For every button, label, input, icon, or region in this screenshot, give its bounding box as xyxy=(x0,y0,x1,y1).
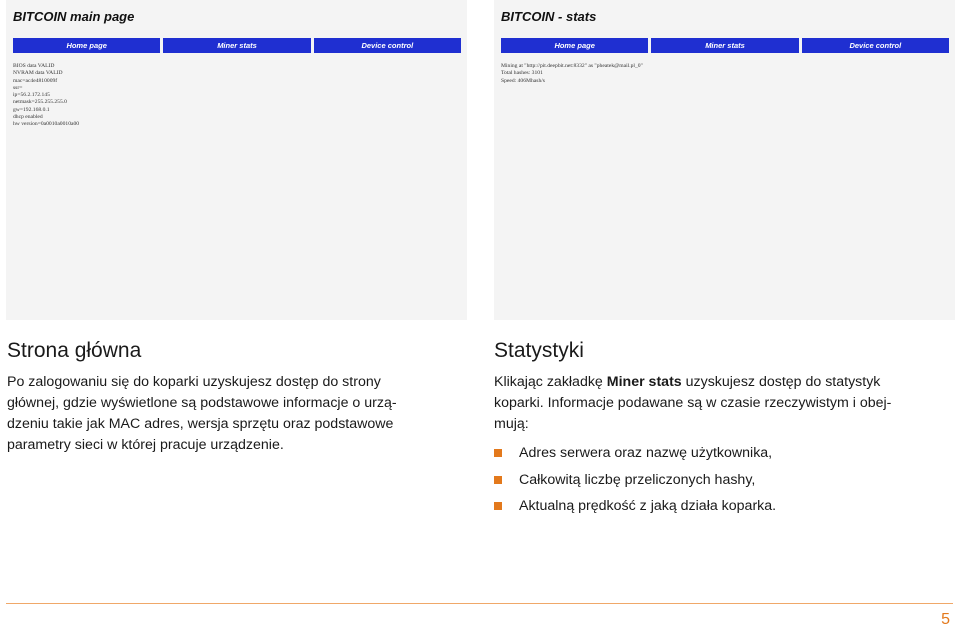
screenshot-title: BITCOIN main page xyxy=(13,9,135,24)
nav-miner-stats[interactable]: Miner stats xyxy=(651,38,798,53)
info-line: ip=56.2.172.145 xyxy=(13,92,50,99)
square-bullet-icon xyxy=(494,476,502,484)
main-page-heading: Strona główna xyxy=(7,339,142,362)
nav-device-control[interactable]: Device control xyxy=(802,38,949,53)
info-line: Total hashes: 3101 xyxy=(501,70,543,77)
info-line: Mining at "http://pit.deepbit.net:8332" as "pheatek@mail.pl_0" xyxy=(501,63,643,69)
stats-page-screenshot xyxy=(494,0,955,320)
info-line: mac=ac4e4810009f xyxy=(13,77,58,84)
miner-stats-emphasis: Miner stats xyxy=(606,374,682,390)
screenshot-nav-bar xyxy=(501,38,949,53)
description-line: mują: xyxy=(494,416,529,432)
list-item-text: Aktualną prędkość z jaką działa koparka. xyxy=(519,498,777,515)
main-page-description xyxy=(7,372,469,456)
description-line: parametry sieci w której pracuje urządzenie. xyxy=(7,437,284,453)
info-line: Speed: 406Mhash/s xyxy=(501,77,545,84)
nav-home-page[interactable]: Home page xyxy=(501,38,648,53)
nav-miner-stats[interactable]: Miner stats xyxy=(163,38,310,53)
info-line: ssr= xyxy=(13,84,23,91)
stats-heading: Statystyki xyxy=(494,339,584,362)
miner-stats-list xyxy=(501,63,643,85)
description-line: Po zalogowaniu się do koparki uzyskujesz dostęp do strony xyxy=(7,374,381,390)
list-item xyxy=(494,493,776,520)
info-line: netmask=255.255.255.0 xyxy=(13,99,67,106)
stats-description xyxy=(494,372,954,435)
nav-device-control[interactable]: Device control xyxy=(314,38,461,53)
text-run: uzyskujesz dostęp do statystyk xyxy=(681,374,881,390)
text-run: Klikając zakładkę xyxy=(494,374,607,390)
description-line: dzeniu takie jak MAC adres, wersja sprzętu oraz podstawowe xyxy=(7,416,394,432)
footer-divider xyxy=(6,603,953,604)
list-item xyxy=(494,467,776,494)
info-line: BIOS data VALID xyxy=(13,63,55,69)
info-line: NVRAM data VALID xyxy=(13,70,63,77)
screenshot-title: BITCOIN - stats xyxy=(501,9,597,24)
nav-home-page[interactable]: Home page xyxy=(13,38,160,53)
main-page-screenshot xyxy=(6,0,467,320)
info-line: hw version=0a0010a0010a00 xyxy=(13,121,80,128)
list-item-text: Adres serwera oraz nazwę użytkownika, xyxy=(519,445,773,462)
info-line: gw=192.168.0.1 xyxy=(13,106,50,113)
list-item xyxy=(494,440,776,467)
list-item-text: Całkowitą liczbę przeliczonych hashy, xyxy=(519,471,756,488)
description-line: głównej, gdzie wyświetlone są podstawowe informacje o urzą- xyxy=(7,395,397,411)
square-bullet-icon xyxy=(494,449,502,457)
screenshot-nav-bar xyxy=(13,38,461,53)
description-line xyxy=(494,372,954,393)
description-line: koparki. Informacje podawane są w czasie rzeczywistym i obej- xyxy=(494,395,892,411)
stats-bullet-list xyxy=(494,440,776,520)
page-number: 5 xyxy=(941,611,950,628)
square-bullet-icon xyxy=(494,502,502,510)
info-line: dhcp enabled xyxy=(13,114,43,121)
device-info-list xyxy=(13,63,79,129)
